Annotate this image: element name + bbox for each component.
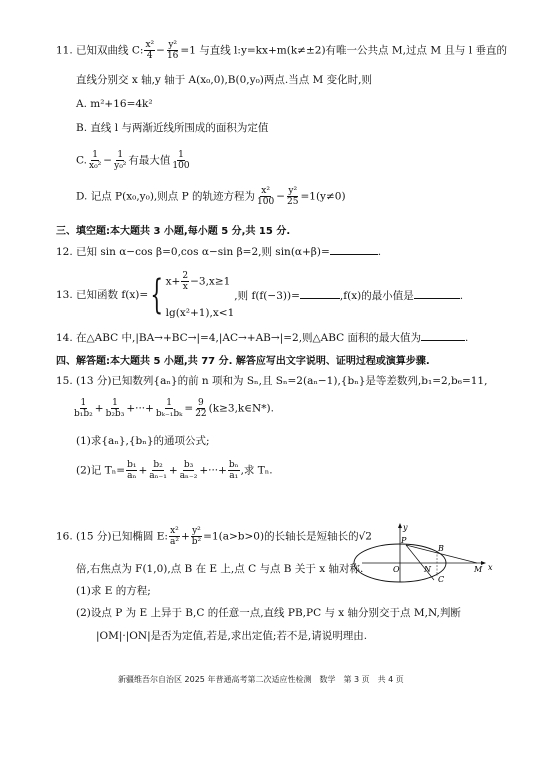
q15-part1: (1)求{aₙ},{bₙ}的通项公式; bbox=[76, 435, 210, 447]
page-footer: 新疆维吾尔自治区 2025 年普通高考第二次适应性检测 数学 第 3 页 共 4 页 bbox=[118, 675, 404, 684]
q12-answer-blank bbox=[330, 244, 378, 255]
ellipse-figure bbox=[362, 518, 492, 584]
q16-line1: 16. (15 分)已知椭圆 E: $\frac{\text{x²}}{\text{a²}}$ + $\frac{\text{y²}}{\text{b²}}$ =1(a>b>0)的长轴长是短轴长的√2 bbox=[56, 526, 372, 547]
label-b: B bbox=[438, 544, 444, 553]
section4-heading: 四、解答题:本大题共 5 小题,共 77 分. 解答应写出文字说明、证明过程或演算步骤. bbox=[56, 356, 430, 367]
q15-sum-condition: $\frac{1}{\text{b₁b₂}}$ + $\frac{1}{\text{b₂b₃}}$ +···+ $\frac{1}{\text{bₖ₋₁bₖ}}$ = $\frac{9}{22}$ (k≥3,k∈N*). bbox=[74, 398, 274, 419]
q15-line1: 15. (13 分)已知数列{aₙ}的前 n 项和为 Sₙ,且 Sₙ=2(aₙ−1),{bₙ}是等差数列,b₁=2,b₆=11, bbox=[56, 375, 488, 387]
section3-heading: 三、填空题:本大题共 3 小题,每小题 5 分,共 15 分. bbox=[56, 226, 291, 237]
label-p: P bbox=[401, 536, 407, 545]
q13-blank-1 bbox=[300, 288, 340, 299]
q11-option-d: D. 记点 P(x₀,y₀),则点 P 的轨迹方程为 $\frac{\text{x²}}{100}$ − $\frac{\text{y²}}{25}$ =1(y≠0) bbox=[76, 186, 346, 207]
label-x: x bbox=[488, 563, 493, 572]
label-n: N bbox=[424, 565, 431, 574]
q15-part2: (2)记 Tₙ= $\frac{\text{b₁}}{\text{aₙ}}$ + $\frac{\text{b₂}}{\text{aₙ₋₁}}$ + $\frac{\text{b₃}}{\text{aₙ₋₂}}$ +···+ $\frac{\text{bₙ}}{\text{a₁}}$ ,求 Tₙ. bbox=[76, 460, 273, 481]
label-c: C bbox=[438, 575, 445, 584]
q14: 14. 在△ABC 中,|BA→+BC→|=4,|AC→+AB→|=2,则△ABC 面积的最大值为 . bbox=[56, 332, 469, 344]
label-y: y bbox=[403, 523, 408, 532]
q11-option-c: C. $\frac{1}{\text{x₀²}}$ − $\frac{1}{\text{y₀²}}$ 有最大值 $\frac{1}{100}$ bbox=[76, 150, 190, 171]
q11-line2: 直线分别交 x 轴,y 轴于 A(x₀,0),B(0,y₀)两点.当点 M 变化时,则 bbox=[76, 74, 372, 86]
y-axis-arrow-icon bbox=[398, 523, 402, 528]
label-o: O bbox=[393, 565, 400, 574]
q13-brace: { bbox=[150, 272, 164, 318]
q11-option-a: A. m²+16=4k² bbox=[76, 98, 153, 110]
label-m: M bbox=[474, 565, 483, 574]
q16-part2-line2: |OM|·|ON|是否为定值,若是,求出定值;若不是,请说明理由. bbox=[96, 630, 368, 642]
q16-line2: 倍,右焦点为 F(1,0),点 B 在 E 上,点 C 与点 B 关于 x 轴对称. bbox=[76, 563, 364, 575]
q14-answer-blank bbox=[421, 330, 465, 341]
q16-part2-line1: (2)设点 P 为 E 上异于 B,C 的任意一点,直线 PB,PC 与 x 轴分别交于点 M,N,判断 bbox=[76, 607, 461, 619]
q11-line1: 11. 已知双曲线 C: $\frac{\text{x²}}{4}$ − $\frac{\text{y²}}{16}$ =1 与直线 l:y=kx+m(k≠±2)有唯一公共点 M,过点 M 且与 l 垂直的 bbox=[56, 40, 507, 61]
q16-part1: (1)求 E 的方程; bbox=[76, 585, 151, 597]
q11-option-b: B. 直线 l 与两渐近线所围成的面积为定值 bbox=[76, 122, 269, 134]
line-pc bbox=[406, 545, 434, 580]
q12: 12. 已知 sin α−cos β=0,cos α−sin β=2,则 sin(α+β)= . bbox=[56, 246, 382, 258]
q13: 13. 已知函数 f(x)={ x+ $\frac{2}{x}$ −3,x≥1 lg(x²+1),x<1 ,则 f(f(−3))= ,f(x)的最小值是 . bbox=[56, 265, 463, 325]
q13-blank-2 bbox=[414, 288, 460, 299]
